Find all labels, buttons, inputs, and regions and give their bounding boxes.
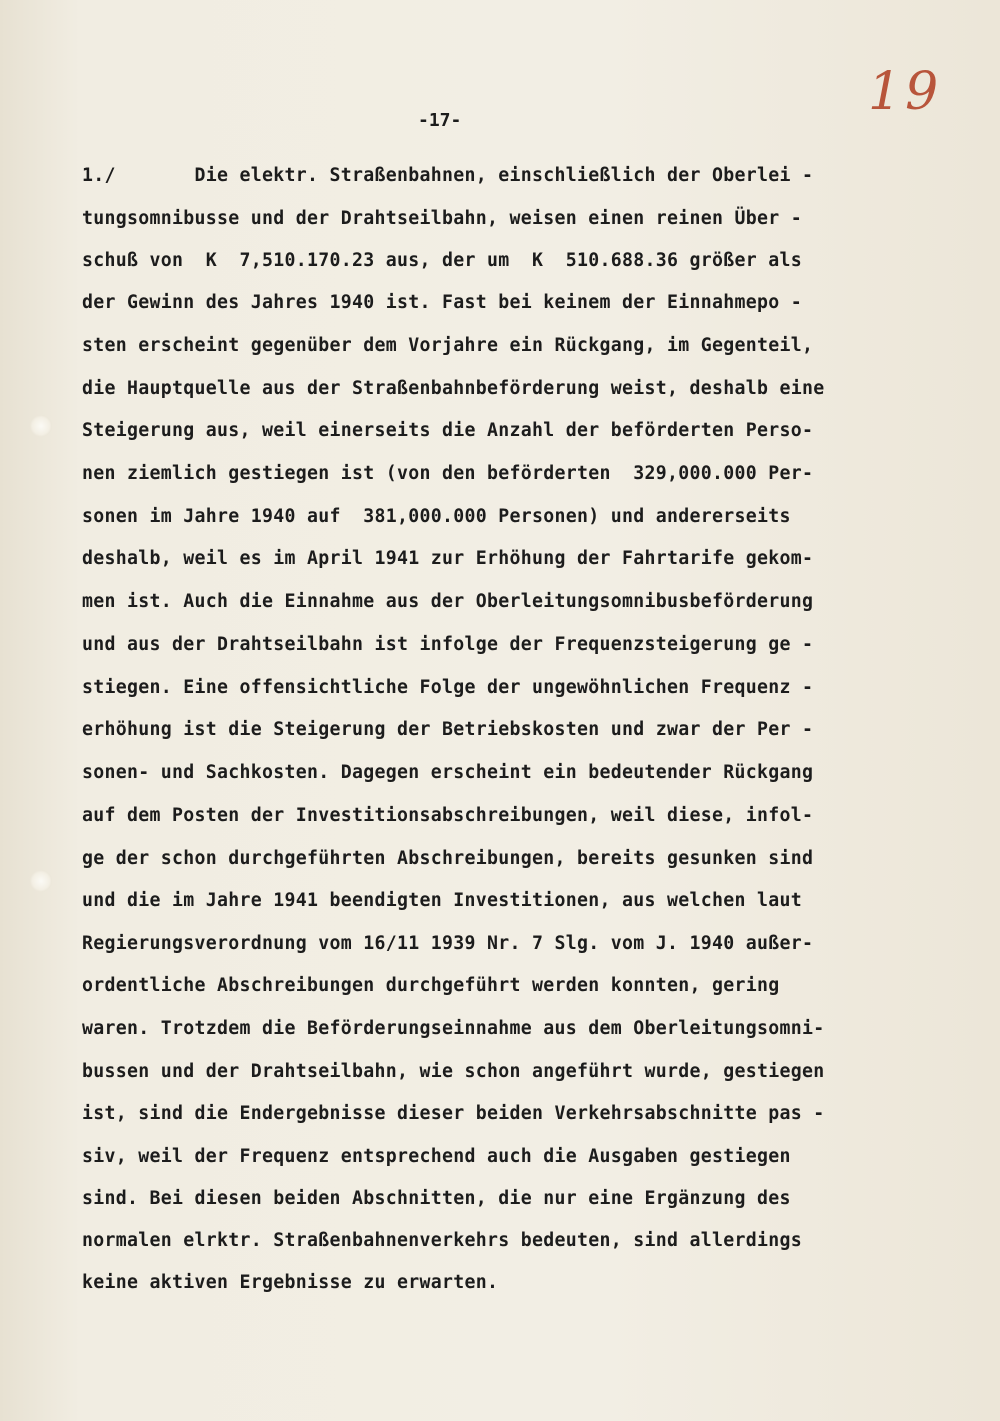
text-line: und die im Jahre 1941 beendigten Investitionen, aus welchen laut xyxy=(82,890,802,911)
text-line: keine aktiven Ergebnisse zu erwarten. xyxy=(82,1272,499,1293)
text-line: sind. Bei diesen beiden Abschnitten, die nur eine Ergänzung des xyxy=(82,1188,791,1209)
text-line: auf dem Posten der Investitionsabschreibungen, weil diese, infol- xyxy=(82,805,814,826)
text-line: Regierungsverordnung vom 16/11 1939 Nr. 7 Slg. vom J. 1940 außer- xyxy=(82,933,814,954)
text-line: stiegen. Eine offensichtliche Folge der ungewöhnlichen Frequenz - xyxy=(82,677,814,698)
text-line: der Gewinn des Jahres 1940 ist. Fast bei keinem der Einnahmepo - xyxy=(82,292,802,313)
text-line: schuß von K 7,510.170.23 aus, der um K 510.688.36 größer als xyxy=(82,250,802,271)
text-line: ge der schon durchgeführten Abschreibungen, bereits gesunken sind xyxy=(82,848,814,869)
text-line: die Hauptquelle aus der Straßenbahnbeförderung weist, deshalb eine xyxy=(82,378,825,399)
text-line: waren. Trotzdem die Beförderungseinnahme aus dem Oberleitungsomni- xyxy=(82,1018,825,1039)
text-line: sonen im Jahre 1940 auf 381,000.000 Personen) und andererseits xyxy=(82,506,791,527)
text-line: 1./ Die elektr. Straßenbahnen, einschließlich der Oberlei - xyxy=(82,165,814,186)
text-line: sonen- und Sachkosten. Dagegen erscheint ein bedeutender Rückgang xyxy=(82,762,814,783)
text-line: normalen elrktr. Straßenbahnenverkehrs bedeuten, sind allerdings xyxy=(82,1230,802,1251)
text-line: und aus der Drahtseilbahn ist infolge der Frequenzsteigerung ge - xyxy=(82,634,814,655)
text-line: tungsomnibusse und der Drahtseilbahn, weisen einen reinen Über - xyxy=(82,208,802,229)
text-line: bussen und der Drahtseilbahn, wie schon angeführt wurde, gestiegen xyxy=(82,1061,825,1082)
handwritten-folio-number: 19 xyxy=(868,62,943,122)
text-line: erhöhung ist die Steigerung der Betriebskosten und zwar der Per - xyxy=(82,719,814,740)
text-line: ordentliche Abschreibungen durchgeführt werden konnten, gering xyxy=(82,975,780,996)
text-line: men ist. Auch die Einnahme aus der Oberleitungsomnibusbeförderung xyxy=(82,591,814,612)
text-line: Steigerung aus, weil einerseits die Anzahl der beförderten Perso- xyxy=(82,420,814,441)
text-line: deshalb, weil es im April 1941 zur Erhöhung der Fahrtarife gekom- xyxy=(82,548,814,569)
text-line: nen ziemlich gestiegen ist (von den beförderten 329,000.000 Per- xyxy=(82,463,814,484)
text-line: siv, weil der Frequenz entsprechend auch die Ausgaben gestiegen xyxy=(82,1146,791,1167)
punch-hole-bottom xyxy=(30,870,52,892)
text-line: sten erscheint gegenüber dem Vorjahre ein Rückgang, im Gegenteil, xyxy=(82,335,814,356)
page-number: -17- xyxy=(418,110,462,131)
punch-hole-top xyxy=(30,415,52,437)
text-line: ist, sind die Endergebnisse dieser beiden Verkehrsabschnitte pas - xyxy=(82,1103,825,1124)
